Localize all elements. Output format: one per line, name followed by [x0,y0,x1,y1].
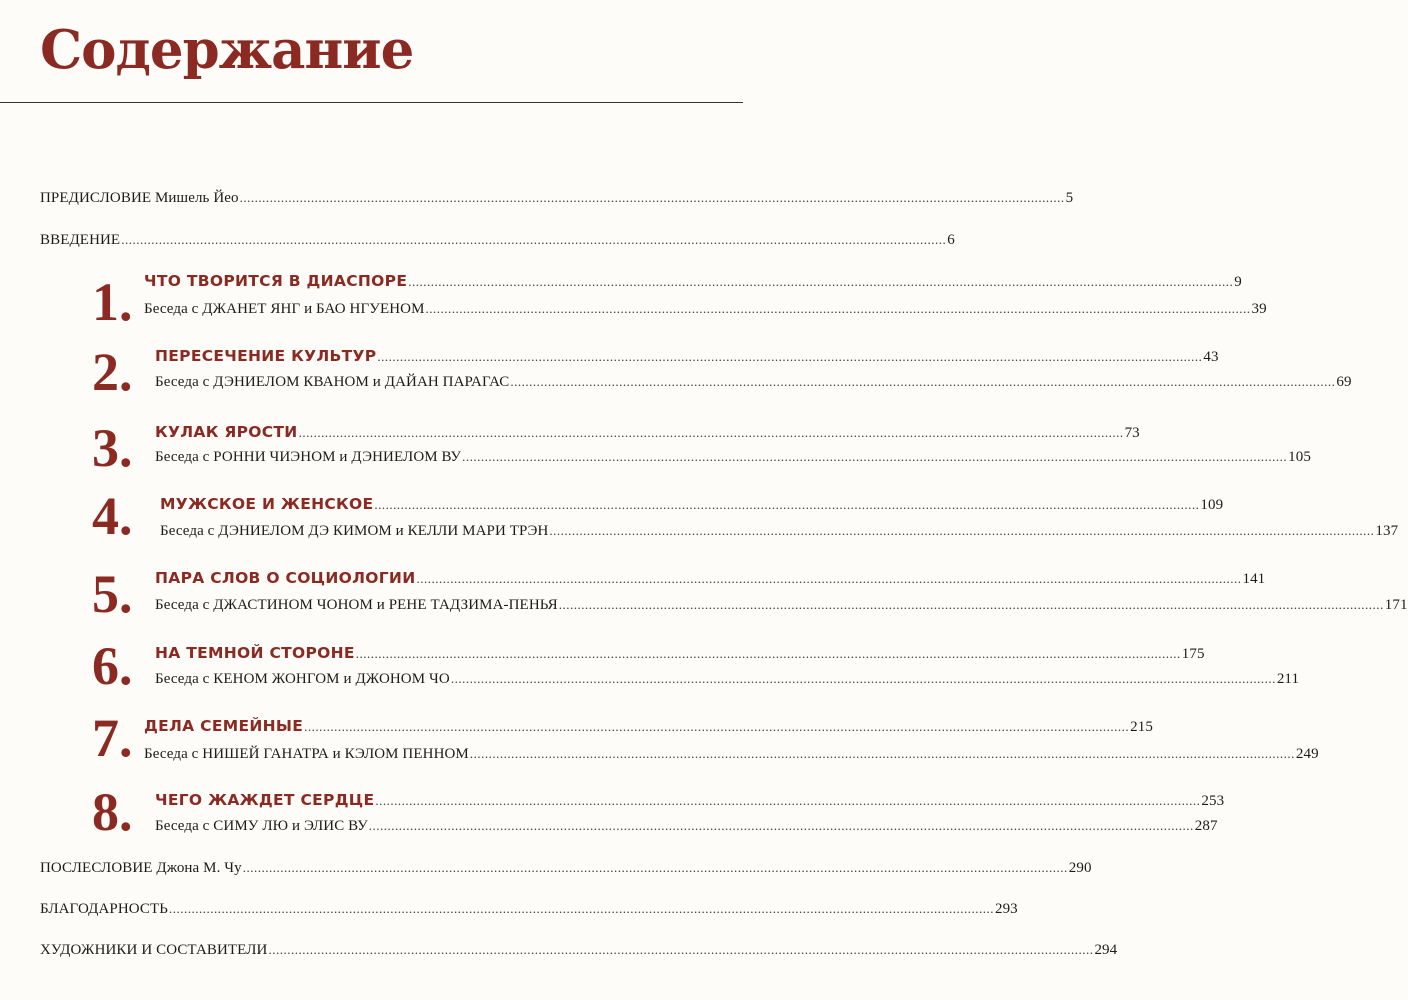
conversation-label: Беседа с КЕНОМ ЖОНГОМ и ДЖОНОМ ЧО [155,671,450,687]
toc-entry-chapter-title[interactable] [155,790,1225,811]
title-divider [0,102,743,103]
conversation-label: Беседа с РОННИ ЧИЭНОМ и ДЭНИЕЛОМ ВУ [155,449,462,465]
toc-page-number: 249 [1295,746,1319,762]
conversation-label: Беседа с ДЖАСТИНОМ ЧОНОМ и РЕНЕ ТАДЗИМА-ПЕНЬЯ [155,597,558,613]
toc-page-number: 287 [1194,818,1218,834]
dot-leader: ............................................................................................................................................................................................................................ [268,942,1094,957]
page-title: Содержание [40,19,414,81]
dot-leader: ............................................................................................................................................................................................................................ [549,523,1375,538]
toc-page-number: 211 [1276,671,1300,687]
conversation-label: Беседа с ДЭНИЕЛОМ КВАНОМ и ДАЙАН ПАРАГАС [155,374,510,390]
toc-entry-label: ПОСЛЕСЛОВИЕ Джона М. Чу [40,860,242,876]
chapter-number: 5. [92,564,133,624]
toc-page-number: 253 [1201,793,1225,809]
toc-entry-chapter-title[interactable] [155,568,1266,589]
dot-leader: ............................................................................................................................................................................................................................ [510,374,1336,389]
toc-page-number: 109 [1200,497,1224,513]
toc-entry-introduction[interactable] [40,230,955,250]
toc-page-number: 105 [1288,449,1311,465]
chapter-number: 4. [92,486,133,546]
chapter-title: ЧТО ТВОРИТСЯ В ДИАСПОРЕ [144,272,408,290]
toc-entry-label: БЛАГОДАРНОСТЬ [40,901,168,917]
dot-leader: ............................................................................................................................................................................................................................ [304,719,1130,734]
dot-leader: ............................................................................................................................................................................................................................ [355,646,1181,661]
toc-entry-chapter-title[interactable] [144,271,1242,292]
toc-page-number: 215 [1130,719,1153,735]
toc-entry-chapter-title[interactable] [155,643,1205,664]
toc-entry-afterword[interactable] [40,858,1092,878]
toc-entry-conversation[interactable] [144,744,1319,764]
toc-entry-label: ВВЕДЕНИЕ [40,232,121,248]
toc-entry-label: ПРЕДИСЛОВИЕ Мишель Йео [40,190,239,206]
chapter-number: 3. [92,418,133,478]
toc-entry-label: ХУДОЖНИКИ И СОСТАВИТЕЛИ [40,942,268,958]
chapter-number: 8. [92,782,133,842]
toc-page-number: 6 [947,232,955,248]
dot-leader: ............................................................................................................................................................................................................................ [425,301,1251,316]
toc-entry-chapter-title[interactable] [160,494,1224,515]
toc-entry-conversation[interactable] [155,816,1218,836]
dot-leader: ............................................................................................................................................................................................................................ [416,571,1242,586]
toc-page-number: 137 [1375,523,1399,539]
dot-leader: ............................................................................................................................................................................................................................ [239,190,1065,205]
toc-page-number: 39 [1251,301,1267,317]
chapter-title: ПАРА СЛОВ О СОЦИОЛОГИИ [155,569,416,587]
dot-leader: ............................................................................................................................................................................................................................ [375,793,1201,808]
conversation-label: Беседа с ДЖАНЕТ ЯНГ и БАО НГУЕНОМ [144,301,425,317]
toc-page-number: 73 [1124,425,1140,441]
dot-leader: ............................................................................................................................................................................................................................ [298,425,1124,440]
dot-leader: ............................................................................................................................................................................................................................ [469,746,1295,761]
dot-leader: ............................................................................................................................................................................................................................ [121,232,947,247]
toc-page-number: 293 [994,901,1018,917]
dot-leader: ............................................................................................................................................................................................................................ [462,449,1288,464]
dot-leader: ............................................................................................................................................................................................................................ [374,497,1200,512]
toc-entry-chapter-title[interactable] [144,716,1153,737]
dot-leader: ............................................................................................................................................................................................................................ [408,274,1234,289]
chapter-title: ДЕЛА СЕМЕЙНЫЕ [144,717,304,735]
toc-page-number: 141 [1242,571,1266,587]
chapter-title: НА ТЕМНОЙ СТОРОНЕ [155,644,355,662]
conversation-label: Беседа с ДЭНИЕЛОМ ДЭ КИМОМ и КЕЛЛИ МАРИ ТРЭН [160,523,549,539]
chapter-number: 2. [92,342,133,402]
chapter-title: ПЕРЕСЕЧЕНИЕ КУЛЬТУР [155,347,377,365]
chapter-title: ЧЕГО ЖАЖДЕТ СЕРДЦЕ [155,791,375,809]
toc-entry-conversation[interactable] [155,669,1300,689]
toc-entry-preface[interactable] [40,188,1074,208]
dot-leader: ............................................................................................................................................................................................................................ [242,860,1068,875]
chapter-number: 1. [92,272,133,332]
chapter-number: 6. [92,636,133,696]
toc-entry-artists[interactable] [40,940,1118,960]
dot-leader: ............................................................................................................................................................................................................................ [450,671,1276,686]
chapter-title: МУЖСКОЕ И ЖЕНСКОЕ [160,495,374,513]
toc-entry-acknowledgements[interactable] [40,899,1018,919]
toc-page-number: 171 [1384,597,1408,613]
dot-leader: ............................................................................................................................................................................................................................ [558,597,1384,612]
conversation-label: Беседа с НИШЕЙ ГАНАТРА и КЭЛОМ ПЕННОМ [144,746,469,762]
dot-leader: ............................................................................................................................................................................................................................ [168,901,994,916]
toc-page-number: 290 [1068,860,1092,876]
toc-page-number: 43 [1203,349,1219,365]
toc-entry-conversation[interactable] [155,447,1311,467]
toc-entry-conversation[interactable] [155,595,1408,615]
toc-entry-chapter-title[interactable] [155,346,1219,367]
dot-leader: ............................................................................................................................................................................................................................ [377,349,1203,364]
toc-page-number: 294 [1094,942,1118,958]
conversation-label: Беседа с СИМУ ЛЮ и ЭЛИС ВУ [155,818,368,834]
toc-entry-conversation[interactable] [160,521,1399,541]
toc-page-number: 9 [1234,274,1242,290]
toc-page-number: 5 [1065,190,1074,206]
toc-entry-conversation[interactable] [144,299,1267,319]
toc-page-number: 69 [1336,374,1352,390]
chapter-number: 7. [92,708,133,768]
toc-entry-chapter-title[interactable] [155,422,1140,443]
toc-entry-conversation[interactable] [155,372,1352,392]
dot-leader: ............................................................................................................................................................................................................................ [368,818,1194,833]
chapter-title: КУЛАК ЯРОСТИ [155,423,298,441]
toc-page-number: 175 [1181,646,1205,662]
